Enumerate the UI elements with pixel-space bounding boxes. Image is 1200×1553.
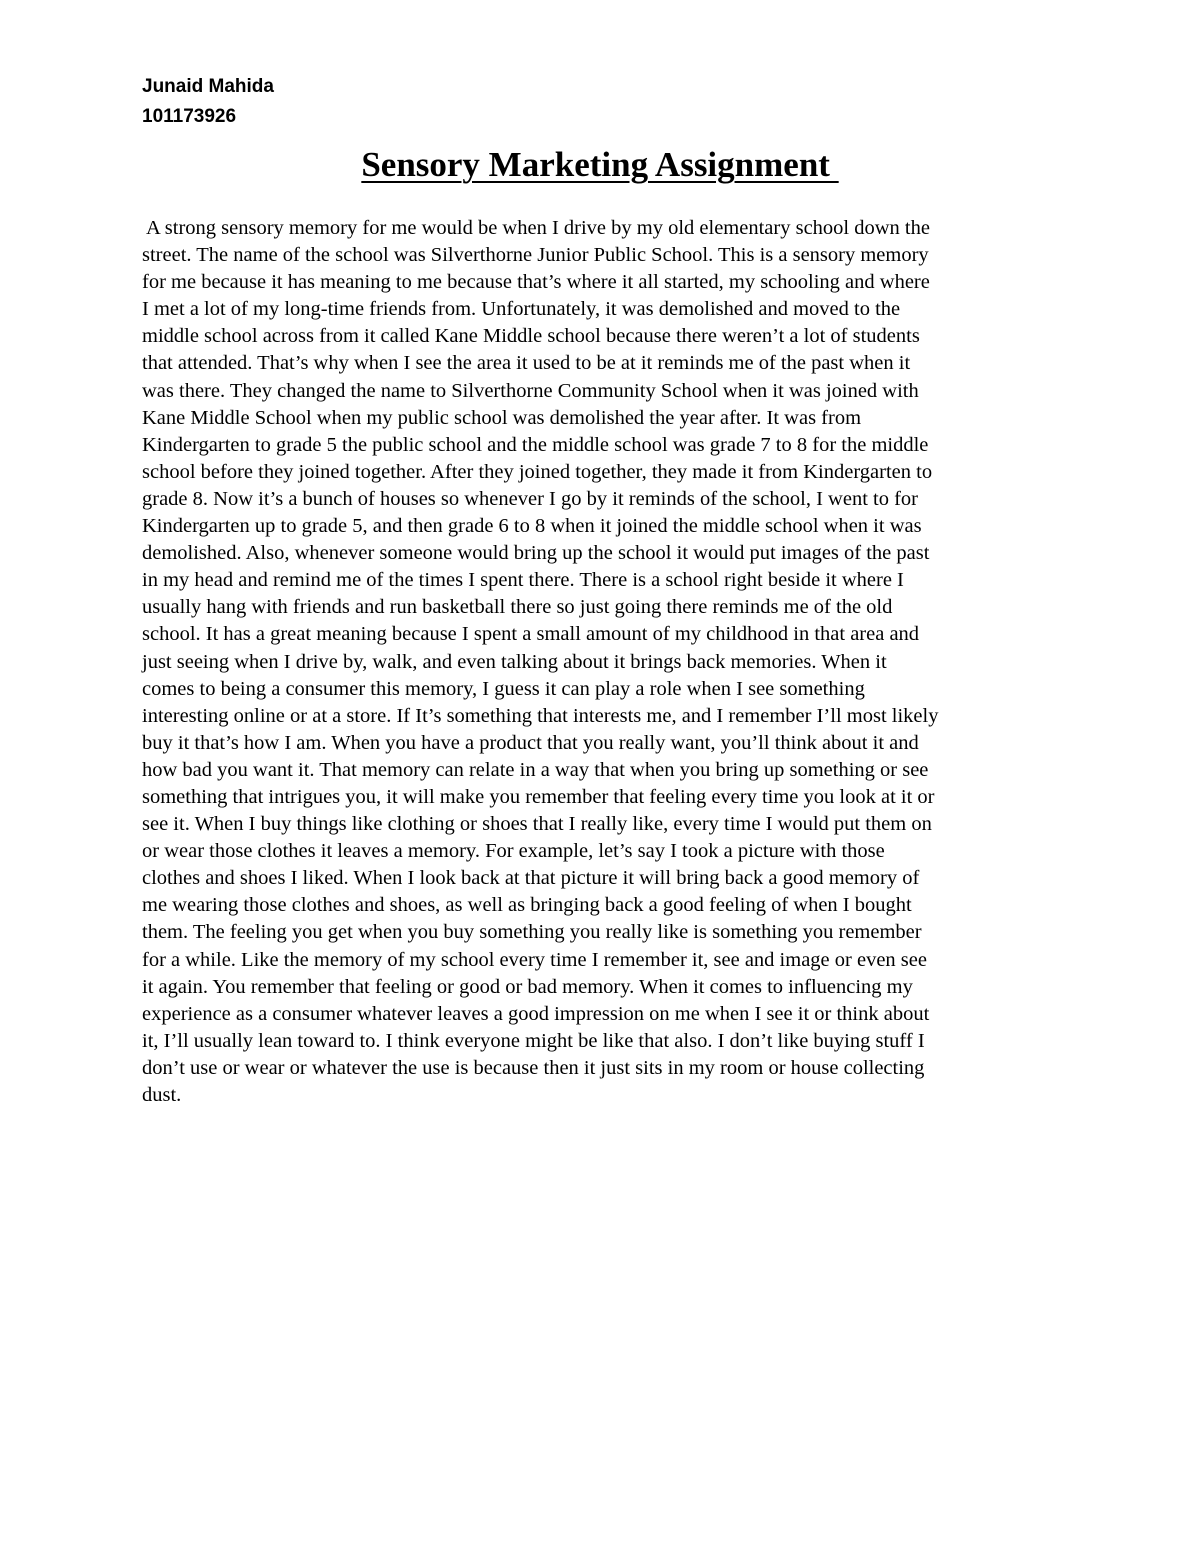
body-line: for me because it has meaning to me because that’s where it all started, my schooling and where	[142, 271, 930, 294]
body-line: usually hang with friends and run basketball there so just going there reminds me of the old	[142, 596, 893, 619]
body-line: interesting online or at a store. If It’s something that interests me, and I remember I’ll most likely	[142, 704, 939, 727]
body-line: was there. They changed the name to Silverthorne Community School when it was joined with	[142, 379, 919, 402]
body-line: middle school across from it called Kane Middle school because there weren’t a lot of students	[142, 325, 920, 348]
body-line: it again. You remember that feeling or good or bad memory. When it comes to influencing my	[142, 975, 913, 998]
body-line: grade 8. Now it’s a bunch of houses so whenever I go by it reminds of the school, I went to for	[142, 487, 918, 510]
body-line: clothes and shoes I liked. When I look back at that picture it will bring back a good memory of	[142, 867, 920, 890]
body-line: in my head and remind me of the times I spent there. There is a school right beside it where I	[142, 569, 904, 592]
student-id: 101173926	[142, 106, 237, 127]
body-line: demolished. Also, whenever someone would bring up the school it would put images of the past	[142, 542, 930, 565]
body-line: don’t use or wear or whatever the use is because then it just sits in my room or house collecting	[142, 1056, 925, 1079]
body-line: something that intrigues you, it will make you remember that feeling every time you look at it or	[142, 785, 935, 808]
body-line: for a while. Like the memory of my school every time I remember it, see and image or even see	[142, 948, 927, 971]
body-line: school. It has a great meaning because I spent a small amount of my childhood in that area and	[142, 623, 920, 646]
body-line: it, I’ll usually lean toward to. I think everyone might be like that also. I don’t like buying stuff I	[142, 1029, 925, 1052]
body-line: Kane Middle School when my public school was demolished the year after. It was from	[142, 406, 862, 429]
body-line: comes to being a consumer this memory, I guess it can play a role when I see something	[142, 677, 865, 700]
author-block	[142, 72, 274, 132]
body-line: Kindergarten to grade 5 the public school and the middle school was grade 7 to 8 for the middle	[142, 433, 929, 456]
body-line: them. The feeling you get when you buy something you really like is something you remember	[142, 921, 922, 944]
author-name: Junaid Mahida	[142, 76, 274, 97]
body-line: dust.	[142, 1084, 182, 1106]
body-line: I met a lot of my long-time friends from. Unfortunately, it was demolished and moved to the	[142, 298, 901, 321]
body-line: A strong sensory memory for me would be when I drive by my old elementary school down the	[142, 217, 930, 239]
body-line: just seeing when I drive by, walk, and even talking about it brings back memories. When it	[142, 650, 887, 673]
body-line: me wearing those clothes and shoes, as well as bringing back a good feeling of when I bought	[142, 894, 912, 917]
body-paragraph	[142, 215, 1067, 1109]
body-line: see it. When I buy things like clothing or shoes that I really like, every time I would put them on	[142, 813, 932, 836]
body-line: buy it that’s how I am. When you have a product that you really want, you’ll think about it and	[142, 731, 919, 754]
body-line: street. The name of the school was Silverthorne Junior Public School. This is a sensory memory	[142, 244, 929, 267]
body-line: how bad you want it. That memory can relate in a way that when you bring up something or see	[142, 758, 929, 781]
body-line: Kindergarten up to grade 5, and then grade 6 to 8 when it joined the middle school when it was	[142, 515, 922, 538]
body-line: school before they joined together. After they joined together, they made it from Kindergarten to	[142, 460, 933, 483]
body-line: or wear those clothes it leaves a memory. For example, let’s say I took a picture with those	[142, 840, 885, 863]
body-line: that attended. That’s why when I see the area it used to be at it reminds me of the past when it	[142, 352, 911, 375]
body-line: experience as a consumer whatever leaves a good impression on me when I see it or think about	[142, 1002, 930, 1025]
document-title: Sensory Marketing Assignment	[361, 145, 839, 184]
